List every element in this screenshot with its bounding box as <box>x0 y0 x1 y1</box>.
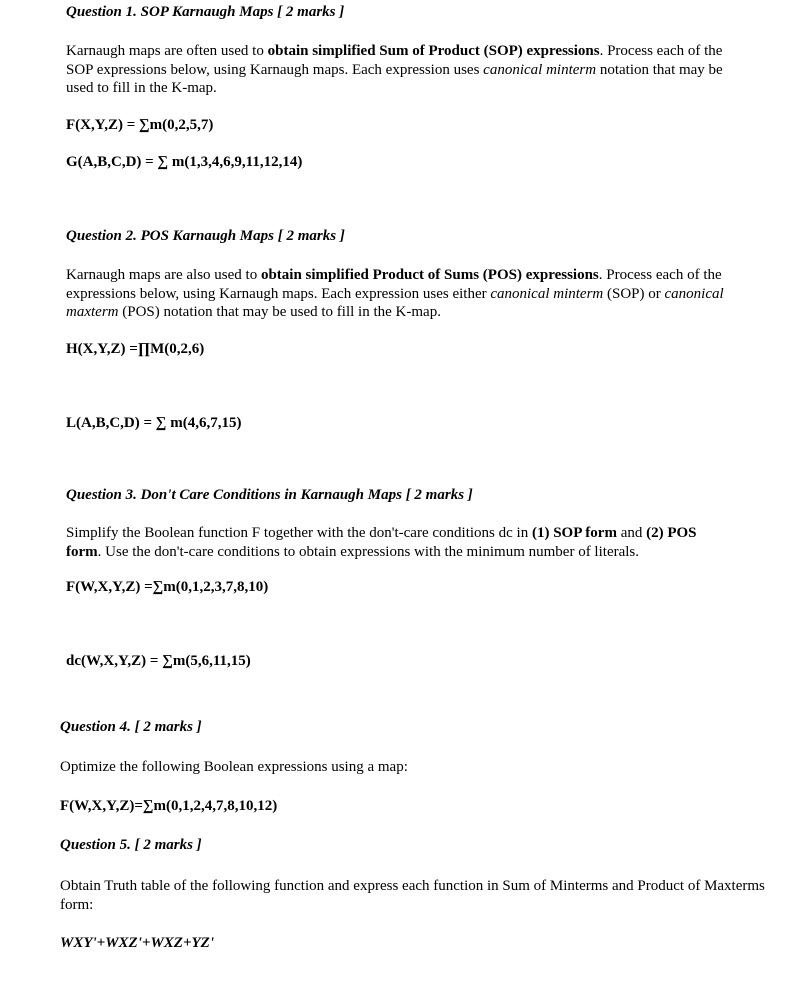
q5-expression: WXY'+WXZ'+WXZ+YZ' <box>60 935 214 951</box>
q1-para-bold-1: obtain simplified Sum of Product (SOP) expressions <box>267 43 600 59</box>
q1-para-text-2: . Process each of the SOP expressions below, using Karnaugh maps. Each expression uses <box>66 43 723 78</box>
q2-paragraph <box>66 266 738 322</box>
q2-para-italic-1: canonical minterm <box>490 285 604 302</box>
q1-para-text-3: notation that may be used to fill in the K-map. <box>66 61 723 96</box>
q1-para-italic-1: canonical minterm <box>483 61 597 78</box>
q2-para-text-1: Karnaugh maps are also used to <box>66 267 261 283</box>
q3-expression-f: F(W,X,Y,Z) =∑m(0,1,2,3,7,8,10) <box>66 579 269 595</box>
q4-paragraph: Optimize the following Boolean expressions using a map: <box>60 759 408 775</box>
q4-expression-f: F(W,X,Y,Z)=∑m(0,1,2,4,7,8,10,12) <box>60 798 278 814</box>
q1-heading: Question 1. SOP Karnaugh Maps [ 2 marks ] <box>66 4 345 20</box>
q2-expression-l: L(A,B,C,D) = ∑ m(4,6,7,15) <box>66 415 242 431</box>
q3-paragraph <box>66 524 726 561</box>
q4-heading: Question 4. [ 2 marks ] <box>60 719 202 735</box>
q2-heading: Question 2. POS Karnaugh Maps [ 2 marks ] <box>66 228 345 244</box>
q3-para-text-3: . Use the don't-care conditions to obtain expressions with the minimum number of literals. <box>97 543 640 560</box>
q2-para-text-4: (POS) notation that may be used to fill in the K-map. <box>118 304 441 320</box>
q3-expression-dc: dc(W,X,Y,Z) = ∑m(5,6,11,15) <box>66 653 251 669</box>
q3-heading: Question 3. Don't Care Conditions in Karnaugh Maps [ 2 marks ] <box>66 487 473 503</box>
q3-para-bold-1: (1) SOP form <box>531 525 617 541</box>
q1-expression-g: G(A,B,C,D) = ∑ m(1,3,4,6,9,11,12,14) <box>66 154 303 170</box>
q3-para-text-2: and <box>616 525 647 541</box>
q2-para-text-2: . Process each of the expressions below, using Karnaugh maps. Each expression uses either <box>66 267 722 302</box>
q2-para-italic-2: canonical maxterm <box>66 285 724 320</box>
q3-para-text-1: Simplify the Boolean function F together with the don't-care conditions dc in <box>66 525 532 541</box>
q1-para-text-1: Karnaugh maps are often used to <box>66 43 268 59</box>
q5-paragraph: Obtain Truth table of the following function and express each function in Sum of Minterms and Product of Maxterms form: <box>60 878 765 913</box>
q2-para-bold-1: obtain simplified Product of Sums (POS) expressions <box>260 267 599 283</box>
q2-para-text-3: (SOP) or <box>603 285 665 302</box>
q5-heading: Question 5. [ 2 marks ] <box>60 837 202 853</box>
q1-expression-f: F(X,Y,Z) = ∑m(0,2,5,7) <box>66 117 214 133</box>
q2-expression-h: H(X,Y,Z) =∏M(0,2,6) <box>66 341 205 357</box>
q1-paragraph <box>66 42 738 98</box>
q3-para-bold-2: (2) POS form <box>66 525 697 560</box>
